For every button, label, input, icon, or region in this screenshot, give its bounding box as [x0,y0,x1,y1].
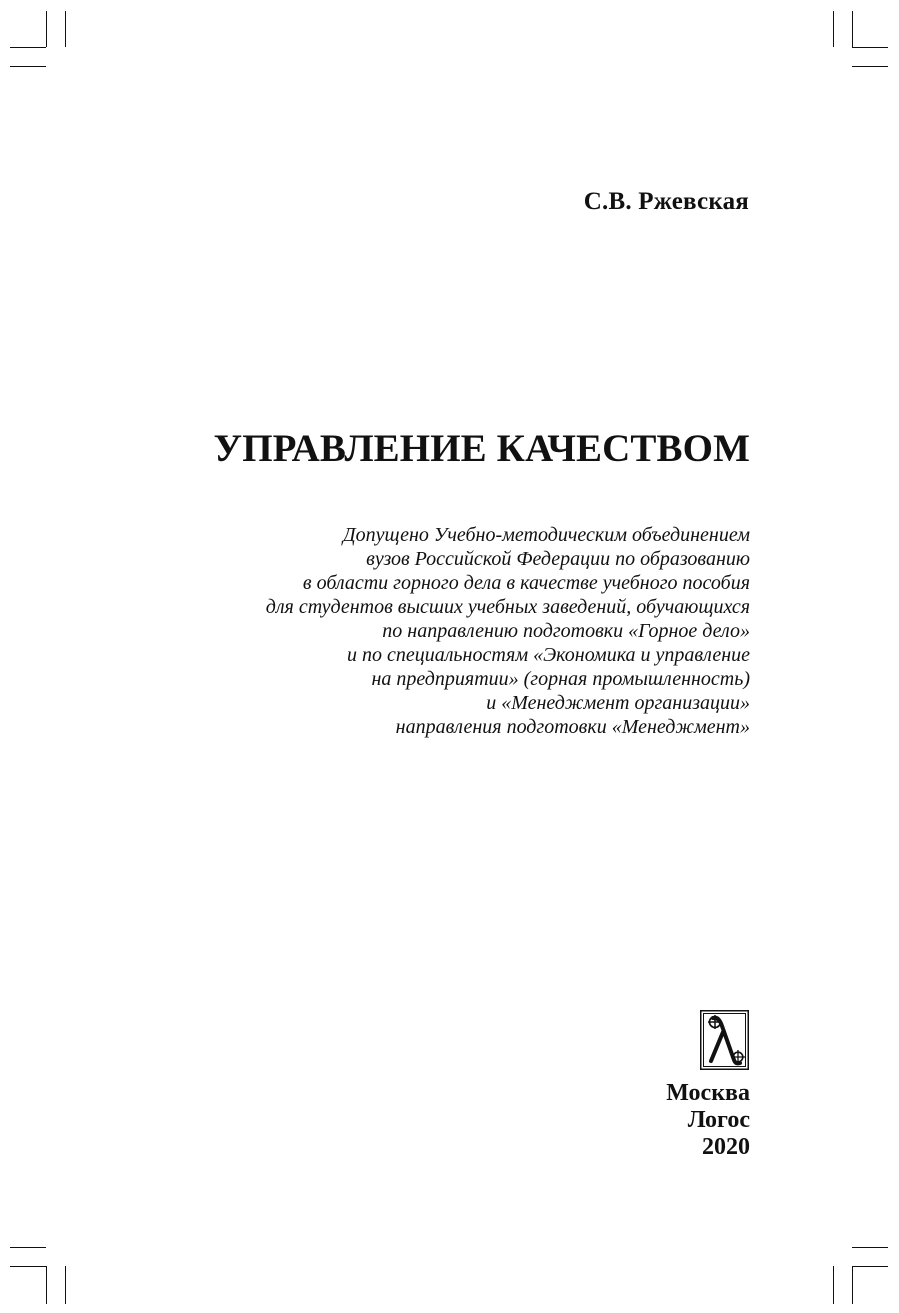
crop-mark-top-left-horizontal [10,47,46,48]
crop-mark-top-right-lower [852,66,888,67]
crop-mark-bottom-right-vertical-inner [833,1266,834,1304]
approval-line: в области горного дела в качестве учебного пособия [302,572,750,594]
publisher-name: Логос [687,1107,750,1133]
crop-mark-bottom-right-horizontal [852,1266,888,1267]
crop-mark-bottom-left-vertical-inner [65,1266,66,1304]
publication-city: Москва [666,1080,750,1106]
approval-line: Допущено Учебно-методическим объединением [342,524,750,546]
crop-mark-bottom-left-upper [10,1247,46,1248]
crop-mark-top-right-vertical-inner [833,11,834,47]
approval-line: для студентов высших учебных заведений, обучающихся [265,596,750,618]
crop-mark-bottom-left-horizontal [10,1266,46,1267]
approval-line: и по специальностям «Экономика и управление [346,644,750,666]
approval-line: вузов Российской Федерации по образованию [366,548,750,570]
crop-mark-bottom-right-upper [852,1247,888,1248]
crop-mark-top-left-lower [10,66,46,67]
crop-mark-top-right-horizontal [852,47,888,48]
lambda-publisher-logo-icon [700,1010,749,1070]
approval-line: направления подготовки «Менеджмент» [395,716,750,738]
publication-year: 2020 [702,1134,750,1160]
crop-mark-top-left-vertical-inner [65,11,66,47]
crop-mark-bottom-left-vertical-outer [46,1266,47,1304]
crop-mark-top-left-vertical-outer [46,11,47,47]
crop-mark-bottom-right-vertical-outer [852,1266,853,1304]
crop-mark-top-right-vertical-outer [852,11,853,47]
approval-line: и «Менеджмент организации» [486,692,750,714]
book-title: УПРАВЛЕНИЕ КАЧЕСТВОМ [213,427,750,471]
approval-statement [190,523,750,739]
approval-line: по направлению подготовки «Горное дело» [382,620,750,642]
author-name: С.В. Ржевская [583,188,749,215]
publication-imprint [666,1080,750,1161]
approval-line: на предприятии» (горная промышленность) [371,668,750,690]
